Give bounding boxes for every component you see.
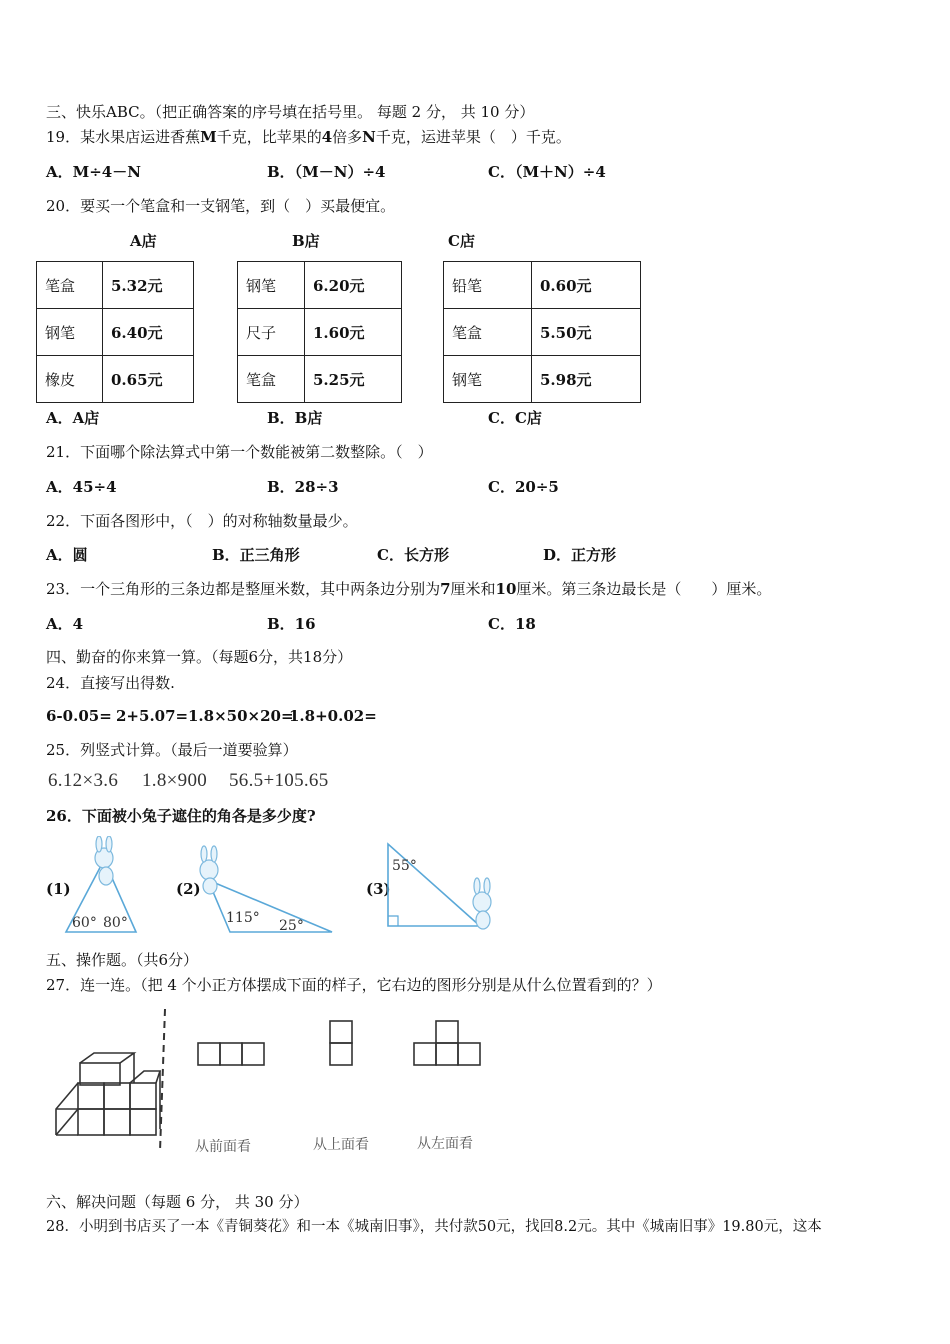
q24-item-4: 1.8+0.02= [289, 707, 377, 725]
view-label-top: 从上面看 [313, 1137, 369, 1153]
section5-title: 五、操作题。（共6分） [46, 951, 199, 969]
q26-fig2-angle-2: 25° [279, 918, 304, 934]
q22-option-d: D．正方形 [543, 546, 617, 564]
shop-c-title: C店 [448, 232, 475, 250]
q22-stem: 22．下面各图形中，（ ）的对称轴数量最少。 [46, 512, 358, 530]
q26-figure-2 [192, 840, 337, 936]
table-row: 铅笔 0.60元 [444, 262, 641, 309]
q24-item-1: 6-0.05= [46, 707, 112, 725]
q23-option-b: B．16 [267, 615, 316, 633]
q26-figure-3 [384, 840, 499, 936]
shop-a-title: A店 [130, 232, 157, 250]
rabbit-icon [473, 878, 491, 929]
q21-stem: 21．下面哪个除法算式中第一个数能被第二数整除。（ ） [46, 443, 433, 461]
q21-option-b: B．28÷3 [267, 478, 339, 496]
table-row: 钢笔 6.40元 [37, 309, 194, 356]
rabbit-icon [200, 846, 218, 894]
view-front-shape [198, 1043, 264, 1065]
q26-fig1-angle-2: 80° [103, 915, 128, 931]
q20-option-c: C．C店 [488, 409, 542, 427]
q26-fig1-label: (1) [46, 880, 71, 898]
q19-option-a: A．M÷4－N [46, 163, 141, 181]
q19-stem: 19．某水果店运进香蕉M千克，比苹果的4倍多N千克，运进苹果（ ）千克。 [46, 128, 571, 146]
q23-option-a: A．4 [46, 615, 84, 633]
q24-item-3: 1.8×50×20= [188, 707, 294, 725]
table-row: 钢笔 6.20元 [238, 262, 402, 309]
shop-c-table [443, 261, 641, 403]
cube-stack [56, 1053, 160, 1135]
q25-stem: 25．列竖式计算。（最后一道要验算） [46, 741, 298, 759]
view-label-left: 从左面看 [417, 1136, 473, 1152]
q27-stem: 27．连一连。（把 4 个小正方体摆成下面的样子，它右边的图形分别是从什么位置看到的？） [46, 976, 662, 994]
q26-fig1-angle-1: 60° [72, 915, 97, 931]
q24-stem: 24．直接写出得数. [46, 674, 175, 692]
table-row: 笔盒 5.32元 [37, 262, 194, 309]
section3-title: 三、快乐ABC。（把正确答案的序号填在括号里。 每题 2 分， 共 10 分） [46, 103, 535, 121]
q20-option-b: B．B店 [267, 409, 323, 427]
view-left-shape [414, 1021, 480, 1065]
q25-item-1: 6.12×3.6 [48, 770, 119, 791]
q19-option-b: B．（M－N）÷4 [267, 163, 386, 181]
q26-fig2-label: (2) [176, 880, 201, 898]
q28-stem: 28．小明到书店买了一本《青铜葵花》和一本《城南旧事》，共付款50元，找回8.2元。其中《城南旧事》19.80元，这本 [46, 1219, 822, 1235]
section6-title: 六、解决问题（每题 6 分， 共 30 分） [46, 1193, 309, 1211]
shop-b-title: B店 [292, 232, 320, 250]
shop-b-table [237, 261, 402, 403]
table-row: 笔盒 5.50元 [444, 309, 641, 356]
view-top-shape [330, 1021, 352, 1065]
q23-option-c: C．18 [488, 615, 536, 633]
q21-option-c: C．20÷5 [488, 478, 559, 496]
q26-fig2-angle-1: 115° [226, 910, 260, 926]
table-row: 尺子 1.60元 [238, 309, 402, 356]
triangle-shape [388, 844, 480, 926]
q21-option-a: A．45÷4 [46, 478, 117, 496]
table-row: 橡皮 0.65元 [37, 356, 194, 403]
table-row: 钢笔 5.98元 [444, 356, 641, 403]
q23-stem: 23．一个三角形的三条边都是整厘米数，其中两条边分别为7厘米和10厘米。第三条边最长是（ ）厘米。 [46, 580, 772, 598]
q22-option-c: C．长方形 [377, 546, 449, 564]
view-label-front: 从前面看 [195, 1139, 251, 1155]
q20-stem: 20．要买一个笔盒和一支钢笔，到（ ）买最便宜。 [46, 197, 396, 215]
right-angle-mark [388, 916, 398, 926]
section4-title: 四、勤奋的你来算一算。（每题6分，共18分） [46, 648, 353, 666]
q19-option-c: C．（M＋N）÷4 [488, 163, 606, 181]
q26-fig3-label: (3) [366, 880, 391, 898]
table-row: 笔盒 5.25元 [238, 356, 402, 403]
q22-option-a: A．圆 [46, 546, 88, 564]
q20-option-a: A．A店 [46, 409, 100, 427]
q25-item-2: 1.8×900 [142, 770, 208, 791]
q26-stem: 26．下面被小兔子遮住的角各是多少度? [46, 807, 316, 825]
q22-option-b: B．正三角形 [212, 546, 300, 564]
q24-item-2: 2+5.07= [116, 707, 189, 725]
q25-item-3: 56.5+105.65 [229, 770, 329, 791]
shop-a-table [36, 261, 194, 403]
rabbit-icon [95, 836, 113, 885]
q26-fig3-angle-1: 55° [392, 858, 417, 874]
